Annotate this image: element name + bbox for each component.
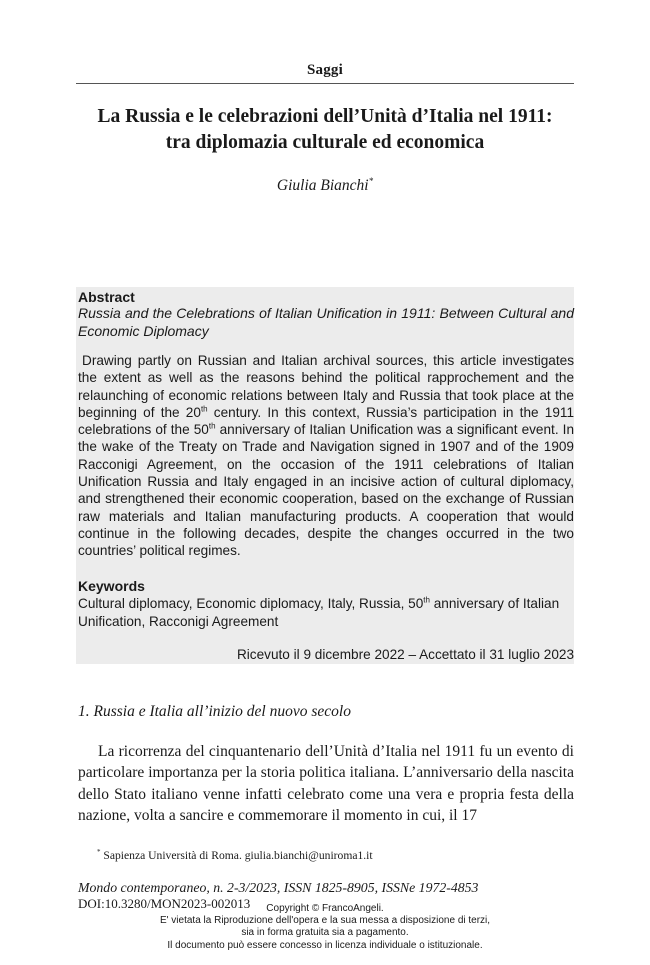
keywords-heading: Keywords — [78, 578, 145, 594]
header-divider — [76, 83, 574, 84]
keywords-part-1: Cultural diplomacy, Economic diplomacy, Italy, Russia, 50 — [78, 596, 424, 611]
abstract-sup-2: th — [208, 421, 216, 431]
footnote-text: Sapienza Università di Roma. giulia.bianchi@uniroma1.it — [100, 848, 373, 862]
footnote-mark: * — [97, 848, 101, 856]
section-heading: 1. Russia e Italia all’inizio del nuovo secolo — [78, 703, 351, 720]
title-line-1: La Russia e le celebrazioni dell’Unità d’Italia nel 1911: — [97, 106, 553, 127]
section-label: Saggi — [306, 62, 343, 78]
title-line-2: tra diplomazia culturale ed economica — [165, 132, 485, 153]
abstract-text-part-2: century. In this context, Russia’s participation in the 1911 celebrations of the 50 — [78, 404, 575, 438]
doi-line: DOI:10.3280/MON2023-002013 — [78, 896, 251, 911]
abstract-text-part-1: Drawing partly on Russian and Italian archival sources, this article investigates the extent as well as the reasons behind the political rapprochement and the relaunching of economic relations between Italy and Russia that took place at the beginning of the 20 — [78, 353, 574, 420]
author-name — [0, 176, 650, 195]
copyright-line-3: sia in forma gratuita sia a pagamento. — [241, 927, 409, 939]
abstract-sup-1: th — [200, 404, 208, 414]
copyright-line-2: E' vietata la Riproduzione dell'opera e la sua messa a disposizione di terzi, — [159, 915, 491, 927]
keywords-part-2: anniversary of Italian Unification, Racconigi Agreement — [78, 596, 560, 629]
abstract-text — [78, 352, 574, 560]
copyright-line-1: Copyright © FrancoAngeli. — [266, 903, 384, 914]
author-text: Giulia Bianchi — [276, 177, 369, 195]
keywords-sup: th — [423, 595, 430, 605]
body-paragraph: La ricorrenza del cinquantenario dell’Unità d’Italia nel 1911 fu un evento di particolare importanza per la storia politica italiana. L’anniversario della nascita dello Stato italiano venne infatti celebrato come una vera e propria festa della nazione, volta a sancire e commemorare il momento in cui, il 17 — [78, 743, 574, 824]
abstract-text-part-3: anniversary of Italian Unification was a significant event. In the wake of the Treaty on Trade and Navigation signed in 1907 and of the 1909 Racconigi Agreement, on the occasion of the 1911 celebrations of Italian Unification Russia and Italy engaged in an incisive action of cultural diplomacy, and strengthened their economic cooperation, based on the exchange of Russian raw materials and Italian manufacturing products. A cooperation that would continue in the following decades, despite the changes occurred in the two countries’ political regimes. — [78, 422, 575, 559]
copyright-line-4: Il documento può essere concesso in licenza individuale o istituzionale. — [167, 939, 483, 951]
copyright-notice — [0, 903, 650, 952]
article-title — [70, 104, 580, 156]
received-dates: Ricevuto il 9 dicembre 2022 – Accettato il 31 luglio 2023 — [236, 647, 574, 662]
keywords-text — [78, 595, 574, 630]
journal-citation: Mondo contemporaneo, n. 2-3/2023, ISSN 1825-8905, ISSNe 1972-4853 — [78, 880, 479, 895]
abstract-subtitle: Russia and the Celebrations of Italian Unification in 1911: Between Cultural and Economic Diplomacy — [78, 305, 574, 339]
author-footnote-mark: * — [368, 176, 374, 186]
footnote — [97, 848, 373, 862]
abstract-heading: Abstract — [78, 289, 135, 305]
